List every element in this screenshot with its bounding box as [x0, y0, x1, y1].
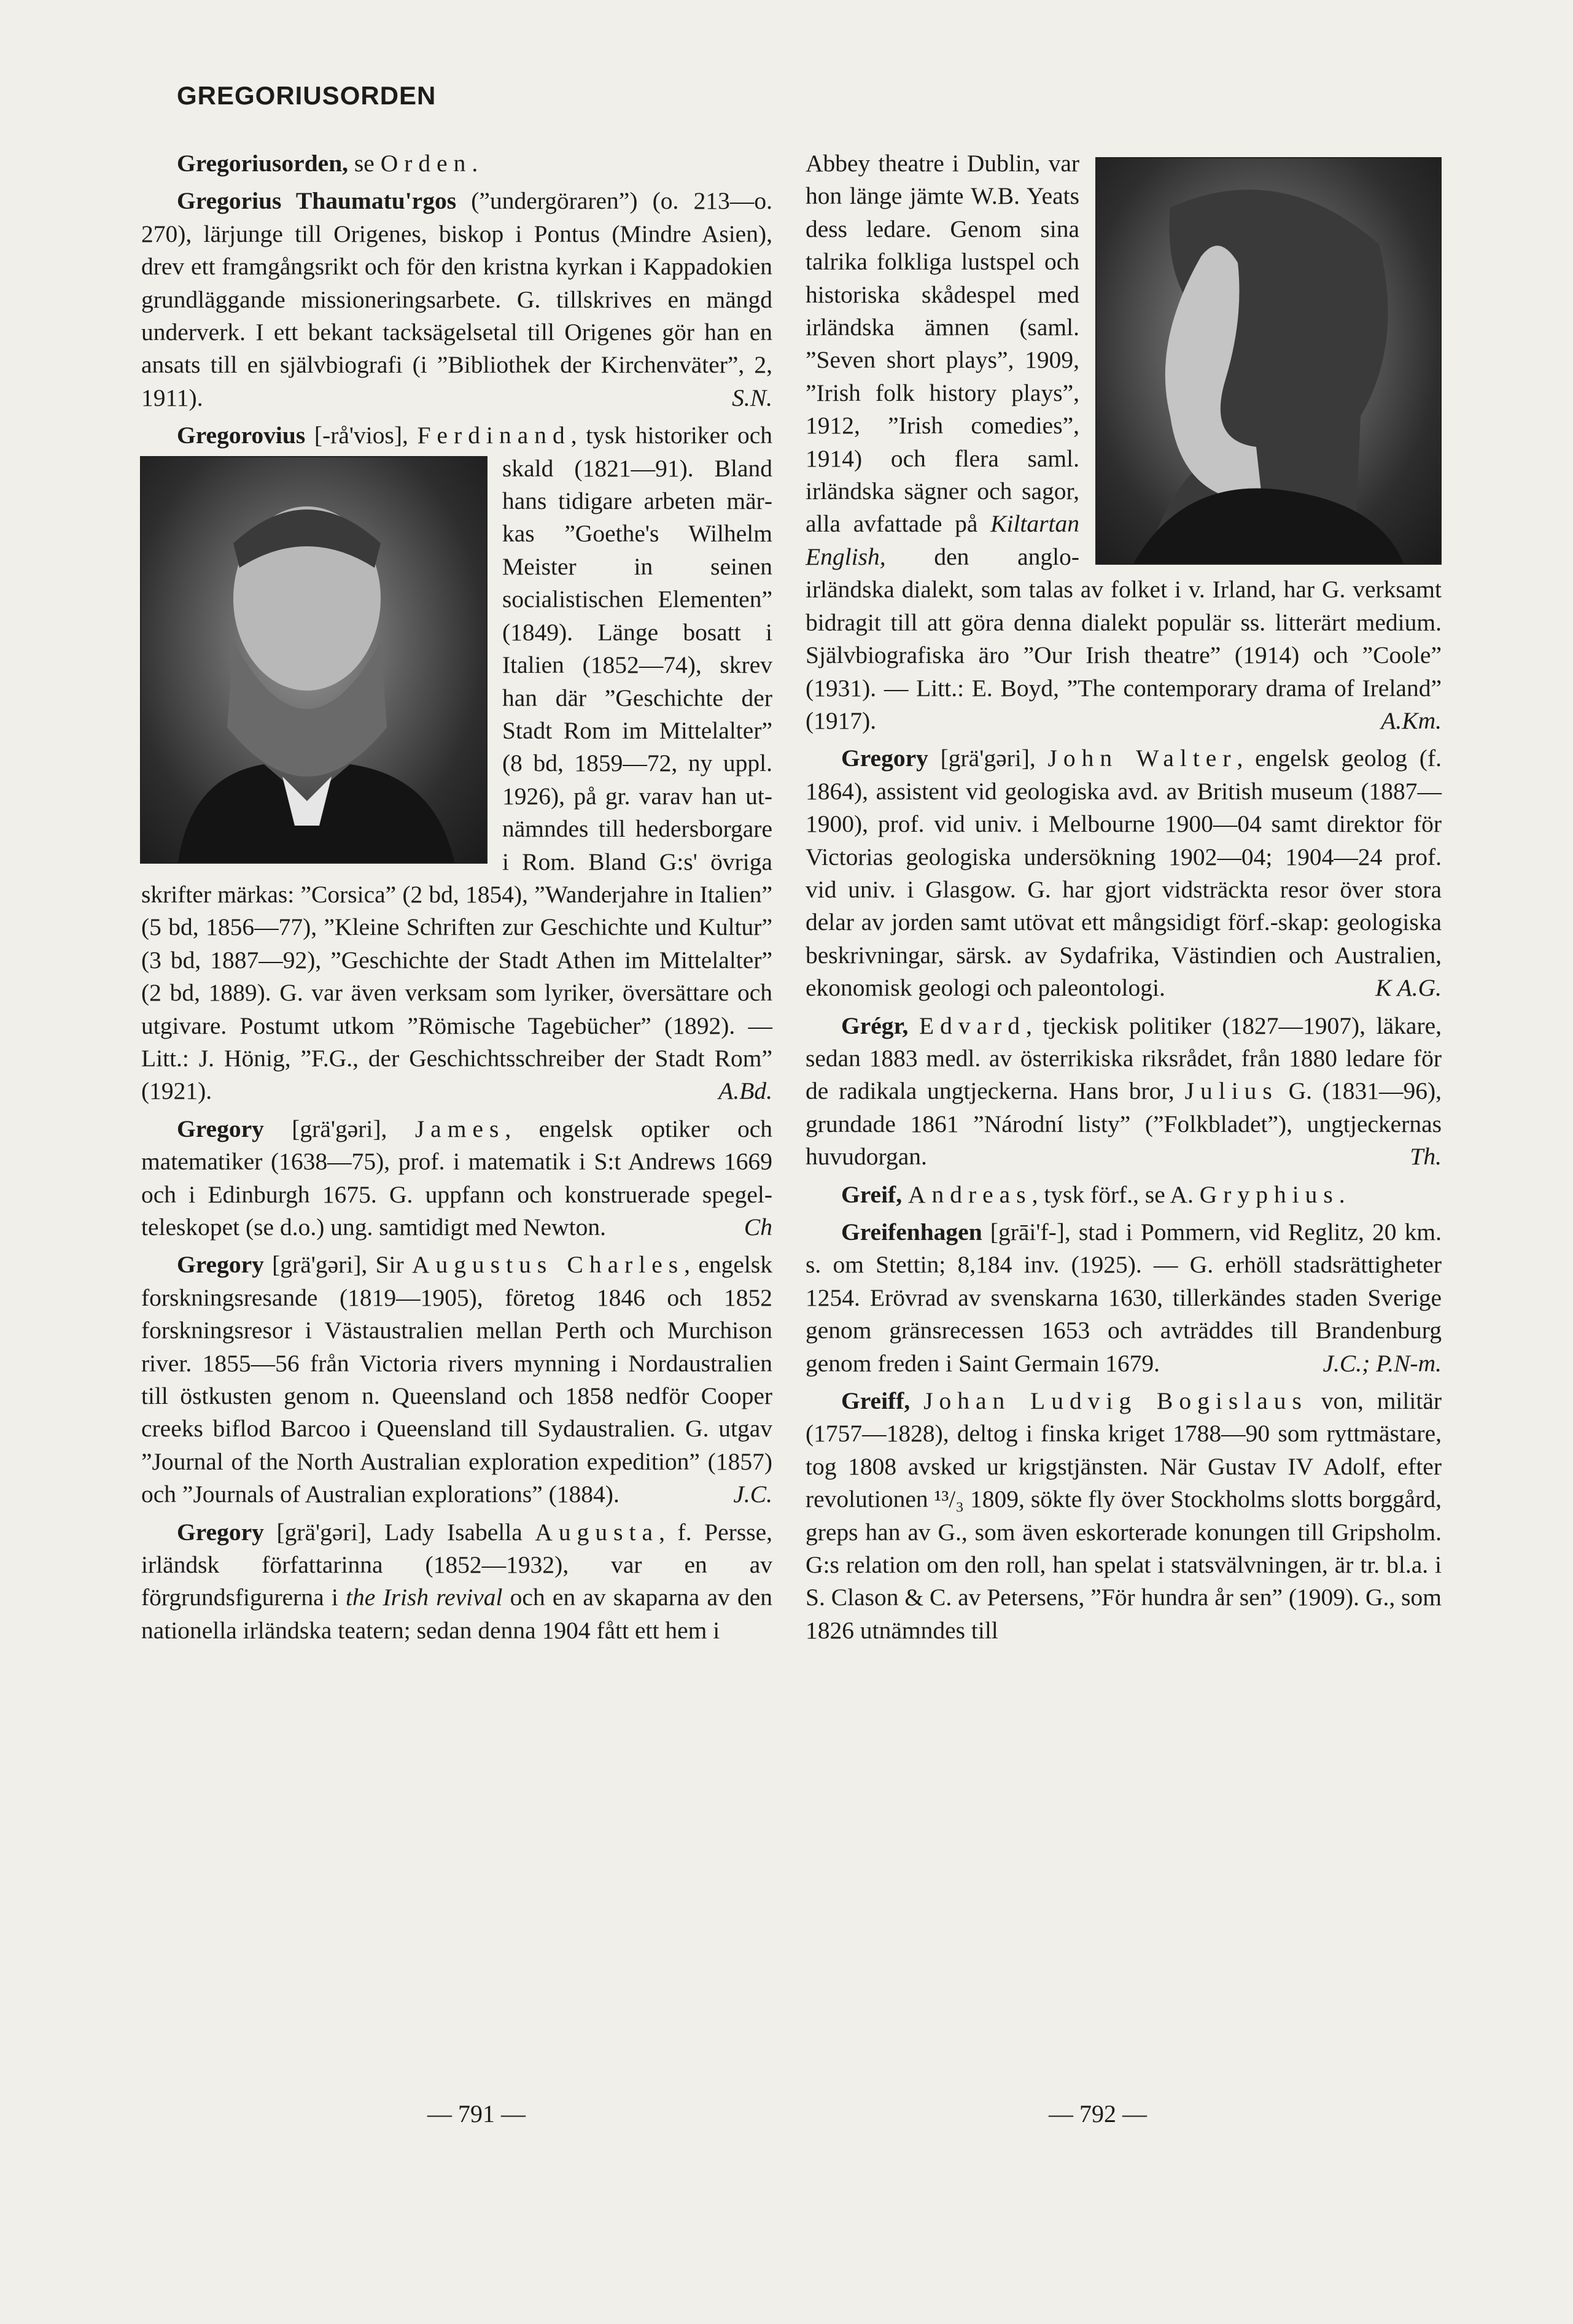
page-number-left: — 791 —: [427, 2100, 526, 2128]
entry-text: .: [1338, 1180, 1345, 1208]
entry-text: [grä'gəri], Sir: [263, 1251, 412, 1279]
entry-text: (”undergöraren”) (o. 213—o. 270), lärjunge till Origenes, biskop i Pontus (Mindre Asien), drev ett framgångsrikt och för den kristna kyrkan i Kappadokien grundläggande missioneringsarbete. G. tillskrives en mängd underverk. I ett bekant tacksägelsetal till Origenes gör han en ansats till en självbiografi (i ”Bibliothek der Kirchenväter”, 2, 1911).: [141, 187, 772, 411]
entry-name: Ferdinand: [417, 422, 571, 449]
italic-term: Kiltartan English,: [806, 510, 1079, 570]
entry-gregory-john-walter: [806, 742, 1442, 1004]
entry-gregory-james: [141, 1113, 772, 1244]
author-signature: A.Bd.: [718, 1077, 772, 1105]
cross-reference: Orden: [380, 150, 472, 177]
entry-headword: Grégr,: [841, 1012, 909, 1039]
entry-name: Augustus Charles: [411, 1251, 685, 1279]
entry-name: Johan Ludvig Bogislaus: [923, 1387, 1308, 1415]
author-signature: J.C.; P.N-m.: [1322, 1349, 1442, 1377]
portrait-lady-gregory-image: [1095, 157, 1442, 565]
entry-name: James: [414, 1115, 505, 1142]
entry-headword: Greiff,: [841, 1387, 911, 1415]
entry-name: Andreas: [907, 1180, 1032, 1208]
entry-text: [-rå'vios],: [305, 422, 418, 449]
entry-headword: Gregory: [177, 1115, 264, 1142]
entry-text: och en av skaparna av den nationella irländska teatern; sedan denna 1904 fått ett hem i: [141, 1584, 772, 1644]
entry-gregory-augustus: [141, 1249, 772, 1511]
entry-name: Julius: [1184, 1077, 1278, 1105]
entry-greif: [806, 1179, 1442, 1211]
entry-text: [grä'gəri],: [263, 1115, 415, 1142]
author-signature: S.N.: [732, 384, 772, 411]
author-signature: A.Km.: [1381, 707, 1442, 734]
entry-gregorovius: [141, 419, 772, 1108]
author-signature: J.C.: [733, 1481, 772, 1508]
author-signature: Ch: [744, 1214, 772, 1241]
entry-headword: Gregory: [177, 1251, 264, 1279]
entry-greiff: [806, 1385, 1442, 1647]
entry-headword: Gregory: [841, 745, 928, 772]
portrait-gregorovius-image: [140, 456, 487, 864]
entry-name: Augusta: [535, 1518, 659, 1546]
entry-name: John Walter: [1047, 745, 1237, 772]
entry-headword: Gregory: [177, 1518, 264, 1546]
entry-greifenhagen: [806, 1216, 1442, 1380]
entry-gregory-isabella: [141, 1516, 772, 1648]
entry-text: [910, 1387, 923, 1414]
entry-headword: Gregorius Thaumatu'rgos: [177, 187, 457, 215]
entry-name: Edvard: [919, 1012, 1027, 1039]
entry-text: .: [472, 150, 478, 177]
entry-text: [grä'gəri],: [928, 745, 1048, 772]
page-number-right: — 792 —: [1049, 2100, 1147, 2128]
entry-text: den anglo-irländska dialekt, som talas av folket i v. Irland, har G. verksamt bidragit till att göra denna dialekt populär ss. litterärt medium. Självbiografiska äro ”Our Irish theatre” (1914) och ”Coole” (1931). — Litt.: E. Boyd, ”The contemporary drama of Ireland” (1917).: [806, 543, 1442, 734]
entry-text: , engelsk forskningsresande (1819—1905), företog 1846 och 1852 forskningsresor i Västaustralien mellan Perth och Murchison river. 1855—56 från Victoria rivers mynning i Nordaustralien till östkusten genom n. Queensland och 1858 nedför Cooper creeks biflod Barcoo i Queensland till Sydaustralien. G. utgav ”Journal of the North Australian exploration expedition” (1857) och ”Journals of Australian explorations” (1884).: [141, 1251, 772, 1508]
entry-text: G. (1831—96), grundade 1861 ”Národní listy” (”Folkbladet”), ungtjeckernas huvudorgan.: [806, 1077, 1442, 1171]
entry-text: , engelsk geolog (f. 1864), assistent vid geologiska avd. av British museum (1887—1900), prof. vid univ. i Melbourne 1900—04 samt direktor för Victorias geologiska undersökning 1902—04; 1904—24 prof. vid univ. i Glasgow. G. har gjort vidsträckta resor över stora delar av jorden samt utövat ett mångsidigt förf.-skap: geologiska beskrivningar, särsk. av Sydafrika, Västindien och Australien, ekonomisk geologi och paleontologi.: [806, 745, 1442, 1002]
right-column: [806, 147, 1442, 1652]
entry-text: , tysk historiker och skald (1821—91). Bland hans tidigare arbeten märkas ”Goethe's Wilhelm Meister in seinen socialistischen Elementen” (1849). Länge bosatt i Italien (1852—74), skrev han där ”Geschichte der Stadt Rom im Mittelalter” (8 bd, 1859—72, ny uppl. 1926), på gr. varav han utnämndes till hedersborgare i Rom. Bland G:s' övriga skrifter märkas: ”Corsica” (2 bd, 1854), ”Wanderjahre in Italien” (5 bd, 1856—77), ”Kleine Schriften zur Geschichte und Kultur” (3 bd, 1887—92), ”Geschichte der Stadt Athen im Mittelalter” (2 bd, 1889). G. var även verksam som lyriker, översättare och utgivare. Postumt utkom ”Römische Tagebücher” (1892). — Litt.: J. Hönig, ”F.G., der Geschichtsschreiber der Stadt Rom” (1921).: [141, 422, 772, 1105]
italic-term: the Irish revival: [346, 1584, 503, 1611]
entry-text: , tjeckisk politiker (1827—1907), läkare, sedan 1883 medl. av österrikiska riksrådet, från 1880 ledare för de radikala ungtjeckerna. Hans bror,: [806, 1012, 1442, 1105]
entry-headword: Gregoriusorden,: [177, 150, 349, 177]
entry-text: [grä'gəri], Lady Isabella: [263, 1518, 535, 1546]
author-signature: K A.G.: [1375, 974, 1442, 1002]
entry-text: [902, 1181, 908, 1208]
entry-headword: Greif,: [841, 1180, 903, 1208]
entry-text: , engelsk optiker och matematiker (1638—75), prof. i matematik i S:t Andrews 1669 och i Edinburgh 1675. G. uppfann och konstruerade spegelteleskopet (se d.o.) ung. samtidigt med Newton.: [141, 1115, 773, 1241]
entry-text: von, militär (1757—1828), deltog i finska kriget 1788—90 som ryttmästare, tog 1808 avsked ur krigstjänsten. När Gustav IV Adolf, efter revolutionen ¹³/₃ 1809, sökte fly över Stockholms slotts borggård, greps han av G., som även eskorterade konungen till Gripsholm. G:s relation om den roll, han spelat i statsvälvningen, är tr. bl.a. i S. Clason & C. av Petersens, ”För hundra år sen” (1909). G., som 1826 utnämndes till: [806, 1387, 1442, 1644]
entry-text: se: [348, 150, 381, 177]
entry-gregory-isabella-continued: [806, 147, 1442, 737]
entry-gregorius-thaumaturgos: [141, 185, 772, 414]
entry-text: [grāi'f-], stad i Pommern, vid Reglitz, 20 km. s. om Stettin; 8,184 inv. (1925). — G. erhöll stadsrättigheter 1254. Erövrad av svenskarna 1630, tillerkändes staden Sverige genom gränsrecessen 1653 och avträddes till Brandenburg genom freden i Saint Germain 1679.: [806, 1218, 1442, 1377]
entry-text: , f. Persse, irländsk författarinna (1852—1932), var en av förgrundsfigurerna i: [141, 1518, 772, 1611]
entry-gregr: [806, 1010, 1442, 1174]
entry-gregoriusorden: [141, 147, 772, 180]
entry-text: Abbey theatre i Dublin, var hon länge jämte W.B. Yeats dess ledare. Genom sina talrika folkliga lustspel och historiska skådespel med irländska ämnen (saml. ”Seven short plays”, 1909, ”Irish folk history plays”, 1912, ”Irish comedies”, 1914) och flera saml. irländska sägner och sagor, alla avfattade på: [806, 150, 1079, 538]
entry-text: , tysk förf., se A.: [1031, 1180, 1200, 1208]
cross-reference: Gryphius: [1199, 1180, 1339, 1208]
author-signature: Th.: [1410, 1143, 1442, 1171]
running-head: GREGORIUSORDEN: [177, 81, 437, 110]
entry-headword: Gregorovius: [177, 422, 306, 449]
left-column: [141, 147, 772, 1652]
entry-text: [908, 1012, 919, 1039]
entry-headword: Greifenhagen: [841, 1218, 982, 1245]
